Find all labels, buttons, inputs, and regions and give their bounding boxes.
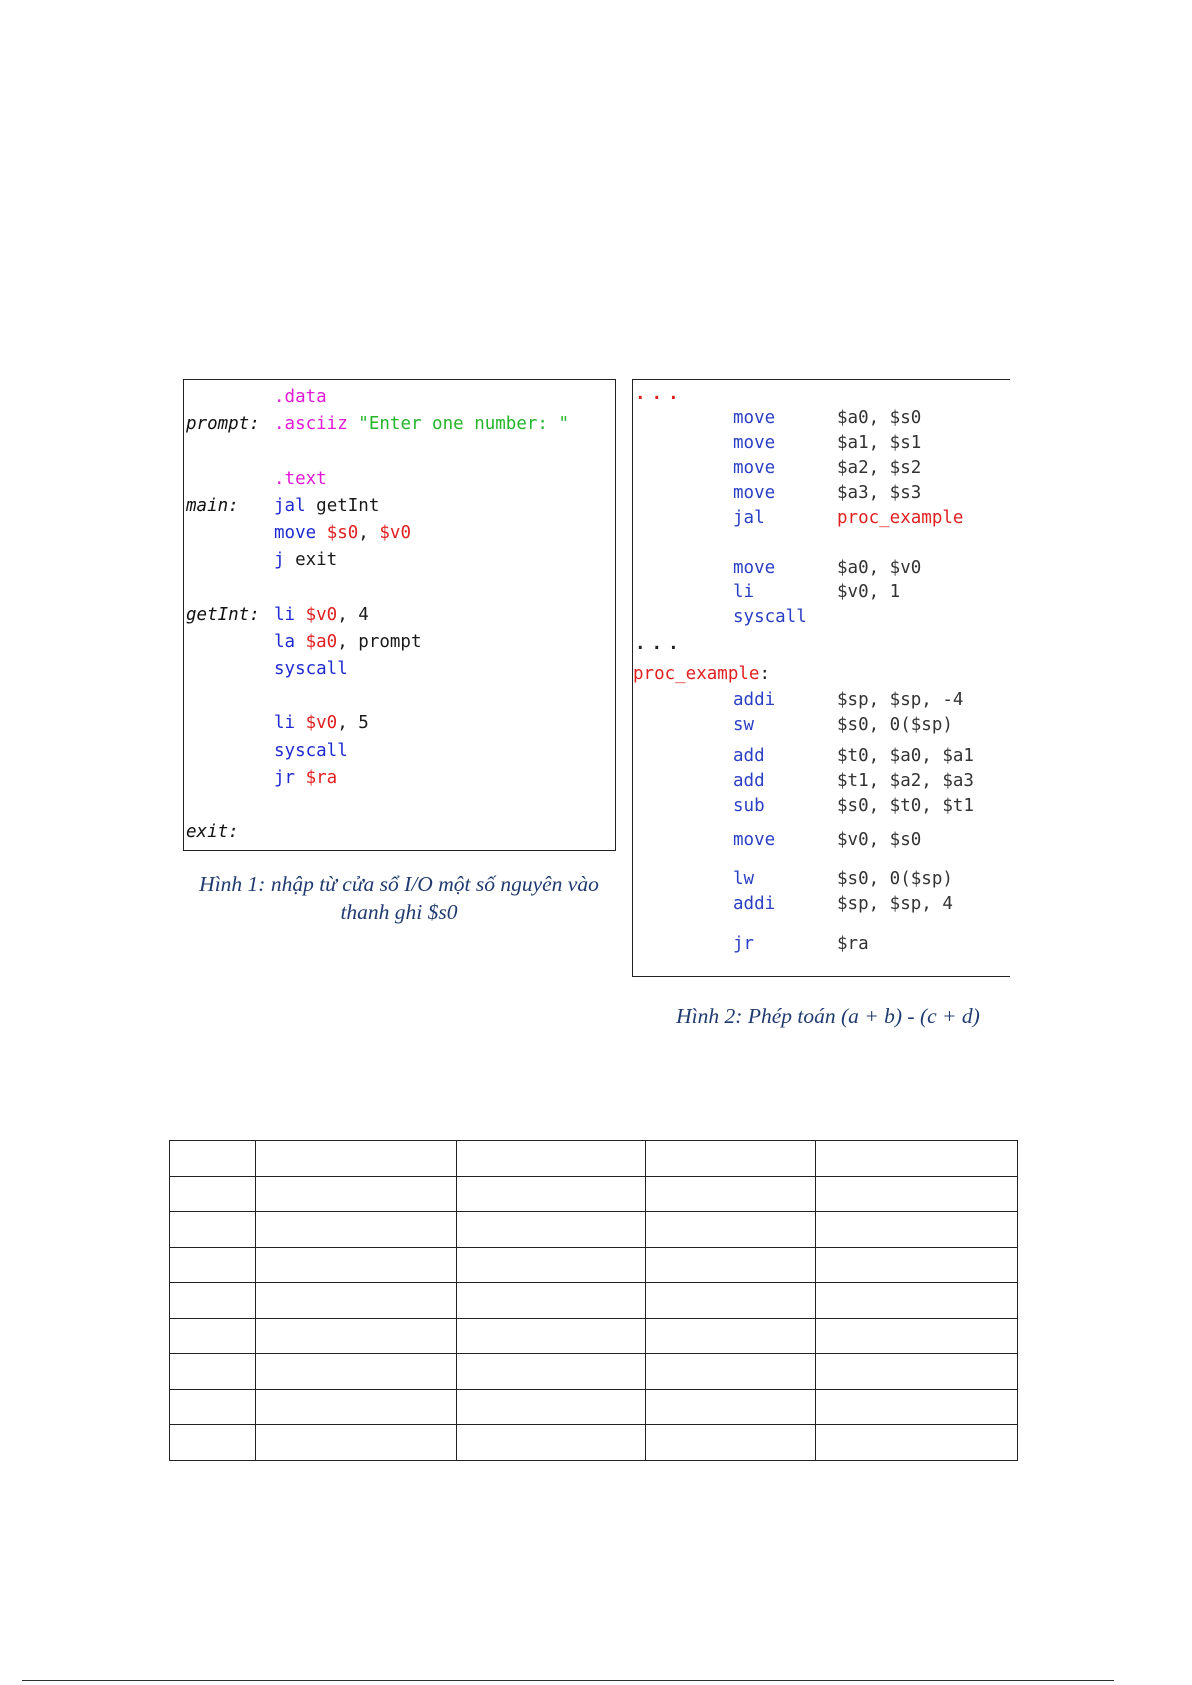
code-line — [633, 662, 1010, 686]
table-cell — [646, 1318, 816, 1354]
code-token: $v0 — [305, 713, 338, 734]
label-colon: : — [759, 664, 770, 684]
instruction-args: $a3, $s3 — [837, 483, 922, 503]
code-text — [274, 466, 327, 492]
code-token: syscall — [274, 740, 348, 761]
instruction-op: move — [733, 433, 776, 453]
code-line — [633, 531, 1010, 555]
table-cell — [457, 1247, 646, 1283]
code-token: getInt — [316, 495, 380, 516]
code-line — [184, 411, 615, 437]
table-row — [170, 1212, 1018, 1248]
code-line — [633, 867, 1010, 891]
instruction-args: $a0, $s0 — [837, 408, 922, 428]
code-label: main: — [186, 495, 239, 516]
table-row — [170, 1354, 1018, 1390]
code-text — [274, 384, 327, 410]
table-row — [170, 1176, 1018, 1212]
instruction-op: addi — [733, 894, 776, 914]
table-cell — [457, 1283, 646, 1319]
table-cell — [170, 1212, 256, 1248]
instruction-args: $v0, 1 — [837, 582, 901, 602]
table-cell — [646, 1176, 816, 1212]
table-cell — [457, 1141, 646, 1177]
code-text — [274, 493, 379, 519]
table-cell — [646, 1389, 816, 1425]
footer-divider — [22, 1680, 1114, 1681]
instruction-op: addi — [733, 690, 776, 710]
instruction-args: $s0, 0($sp) — [837, 715, 953, 735]
code-line — [633, 456, 1010, 480]
code-line — [633, 632, 1010, 656]
table-cell — [816, 1354, 1018, 1390]
code-line — [184, 683, 615, 709]
code-text — [274, 765, 337, 791]
table-cell — [170, 1176, 256, 1212]
table-cell — [256, 1425, 457, 1461]
code-token: $v0 — [379, 523, 411, 543]
code-token: .data — [274, 387, 327, 407]
table-cell — [816, 1176, 1018, 1212]
instruction-op: add — [733, 771, 765, 791]
instruction-op: move — [733, 408, 776, 428]
code-token: syscall — [274, 659, 348, 679]
code-line — [633, 892, 1010, 916]
instruction-op: move — [733, 458, 776, 478]
instruction-args: proc_example — [837, 508, 964, 528]
code-token: li — [274, 713, 306, 734]
code-text — [274, 411, 569, 437]
instruction-args: $a1, $s1 — [837, 433, 922, 453]
instruction-args: $a0, $v0 — [837, 558, 922, 578]
code-label: getInt: — [186, 604, 260, 625]
instruction-args: $a2, $s2 — [837, 458, 922, 478]
code-label: prompt: — [186, 414, 260, 435]
table-cell — [170, 1389, 256, 1425]
code-token: "Enter one number: " — [358, 414, 570, 435]
table-row — [170, 1141, 1018, 1177]
table-cell — [646, 1247, 816, 1283]
table-cell — [457, 1318, 646, 1354]
table-cell — [816, 1247, 1018, 1283]
instruction-args: $t1, $a2, $a3 — [837, 771, 974, 791]
table-cell — [816, 1212, 1018, 1248]
code-token: la — [274, 631, 306, 652]
code-line — [633, 556, 1010, 580]
table-cell — [457, 1389, 646, 1425]
code-token: exit — [295, 550, 338, 571]
figure-1-caption-line-1: Hình 1: nhập từ cửa sổ I/O một số nguyên vào — [199, 872, 599, 896]
code-line — [184, 438, 615, 464]
instruction-op: li — [733, 582, 755, 602]
table-cell — [816, 1318, 1018, 1354]
table-cell — [816, 1389, 1018, 1425]
code-text — [274, 738, 348, 764]
table-cell — [170, 1318, 256, 1354]
code-line — [184, 792, 615, 818]
code-line — [633, 481, 1010, 505]
instruction-op: lw — [733, 869, 755, 889]
code-line — [633, 506, 1010, 530]
code-line — [633, 406, 1010, 430]
code-line — [184, 765, 615, 791]
table-cell — [457, 1212, 646, 1248]
code-line — [184, 602, 615, 628]
code-line — [633, 688, 1010, 712]
table-cell — [170, 1425, 256, 1461]
instruction-args: $t0, $a0, $a1 — [837, 746, 974, 766]
empty-table — [169, 1140, 1018, 1461]
code-line — [184, 520, 615, 546]
table-cell — [646, 1283, 816, 1319]
table-cell — [816, 1141, 1018, 1177]
code-token: .text — [274, 468, 327, 489]
code-line — [633, 382, 1010, 406]
code-line — [184, 466, 615, 492]
code-token: $v0 — [305, 604, 338, 625]
instruction-args: $s0, 0($sp) — [837, 869, 953, 889]
code-token: $ra — [305, 767, 338, 788]
ellipsis: ... — [635, 384, 685, 404]
code-line — [184, 574, 615, 600]
code-text — [274, 547, 337, 573]
code-token: $a0 — [305, 631, 338, 652]
code-text — [274, 710, 369, 736]
code-line — [184, 493, 615, 519]
instruction-op: sub — [733, 796, 765, 816]
code-token: $s0 — [326, 523, 359, 543]
table-cell — [646, 1425, 816, 1461]
code-line — [184, 710, 615, 736]
code-line — [184, 656, 615, 682]
figure-1-caption-line-2: thanh ghi $s0 — [340, 900, 458, 924]
figure-2-code-box — [632, 379, 1010, 977]
instruction-args: $s0, $t0, $t1 — [837, 796, 974, 816]
table-row — [170, 1389, 1018, 1425]
table-cell — [256, 1354, 457, 1390]
instruction-args: $v0, $s0 — [837, 830, 922, 850]
code-token: li — [274, 604, 306, 625]
code-text — [274, 656, 348, 682]
code-token: move — [274, 523, 327, 543]
code-line — [633, 932, 1010, 956]
table-cell — [256, 1212, 457, 1248]
table-cell — [170, 1141, 256, 1177]
table-cell — [646, 1141, 816, 1177]
code-line — [184, 738, 615, 764]
table-cell — [457, 1354, 646, 1390]
instruction-op: move — [733, 483, 776, 503]
table-row — [170, 1283, 1018, 1319]
table-cell — [170, 1247, 256, 1283]
figure-1-code-box — [183, 379, 616, 851]
table-row — [170, 1425, 1018, 1461]
code-line — [633, 769, 1010, 793]
table-cell — [256, 1389, 457, 1425]
code-token: jr — [274, 767, 306, 788]
table-cell — [256, 1318, 457, 1354]
code-line — [633, 605, 1010, 629]
code-line — [184, 629, 615, 655]
code-line — [184, 384, 615, 410]
instruction-args: $ra — [837, 934, 869, 954]
instruction-op: jal — [733, 508, 765, 528]
code-line — [633, 713, 1010, 737]
code-token: , 4 — [337, 604, 369, 625]
instruction-op: move — [733, 830, 776, 850]
code-label: proc_example: — [633, 664, 770, 684]
code-line — [633, 580, 1010, 604]
code-token: jal — [274, 495, 317, 516]
code-line — [633, 794, 1010, 818]
code-line — [633, 431, 1010, 455]
table-row — [170, 1318, 1018, 1354]
table-cell — [457, 1176, 646, 1212]
table-cell — [256, 1176, 457, 1212]
table-cell — [646, 1212, 816, 1248]
instruction-op: sw — [733, 715, 755, 735]
table-cell — [646, 1354, 816, 1390]
table-cell — [256, 1247, 457, 1283]
code-line — [633, 744, 1010, 768]
table-cell — [170, 1354, 256, 1390]
code-token: , — [358, 523, 380, 543]
code-line — [633, 828, 1010, 852]
instruction-op: move — [733, 558, 776, 578]
instruction-args: $sp, $sp, -4 — [837, 690, 964, 710]
table-cell — [256, 1141, 457, 1177]
table-cell — [816, 1425, 1018, 1461]
table-row — [170, 1247, 1018, 1283]
code-text — [274, 629, 422, 655]
instruction-op: jr — [733, 934, 755, 954]
table-cell — [170, 1283, 256, 1319]
instruction-op: add — [733, 746, 765, 766]
figure-2-caption: Hình 2: Phép toán (a + b) - (c + d) — [676, 1004, 980, 1028]
ellipsis: ... — [635, 634, 685, 654]
code-text — [274, 520, 411, 546]
instruction-args: $sp, $sp, 4 — [837, 894, 953, 914]
code-token: , prompt — [337, 631, 422, 652]
code-line — [184, 819, 615, 845]
table-cell — [256, 1283, 457, 1319]
code-text — [274, 602, 369, 628]
code-label: exit: — [186, 822, 239, 843]
code-token: .asciiz — [274, 414, 359, 435]
code-token: j — [274, 550, 296, 571]
code-line — [184, 547, 615, 573]
table-cell — [457, 1425, 646, 1461]
table-cell — [816, 1283, 1018, 1319]
code-token: , 5 — [337, 713, 369, 734]
instruction-op: syscall — [733, 607, 807, 627]
